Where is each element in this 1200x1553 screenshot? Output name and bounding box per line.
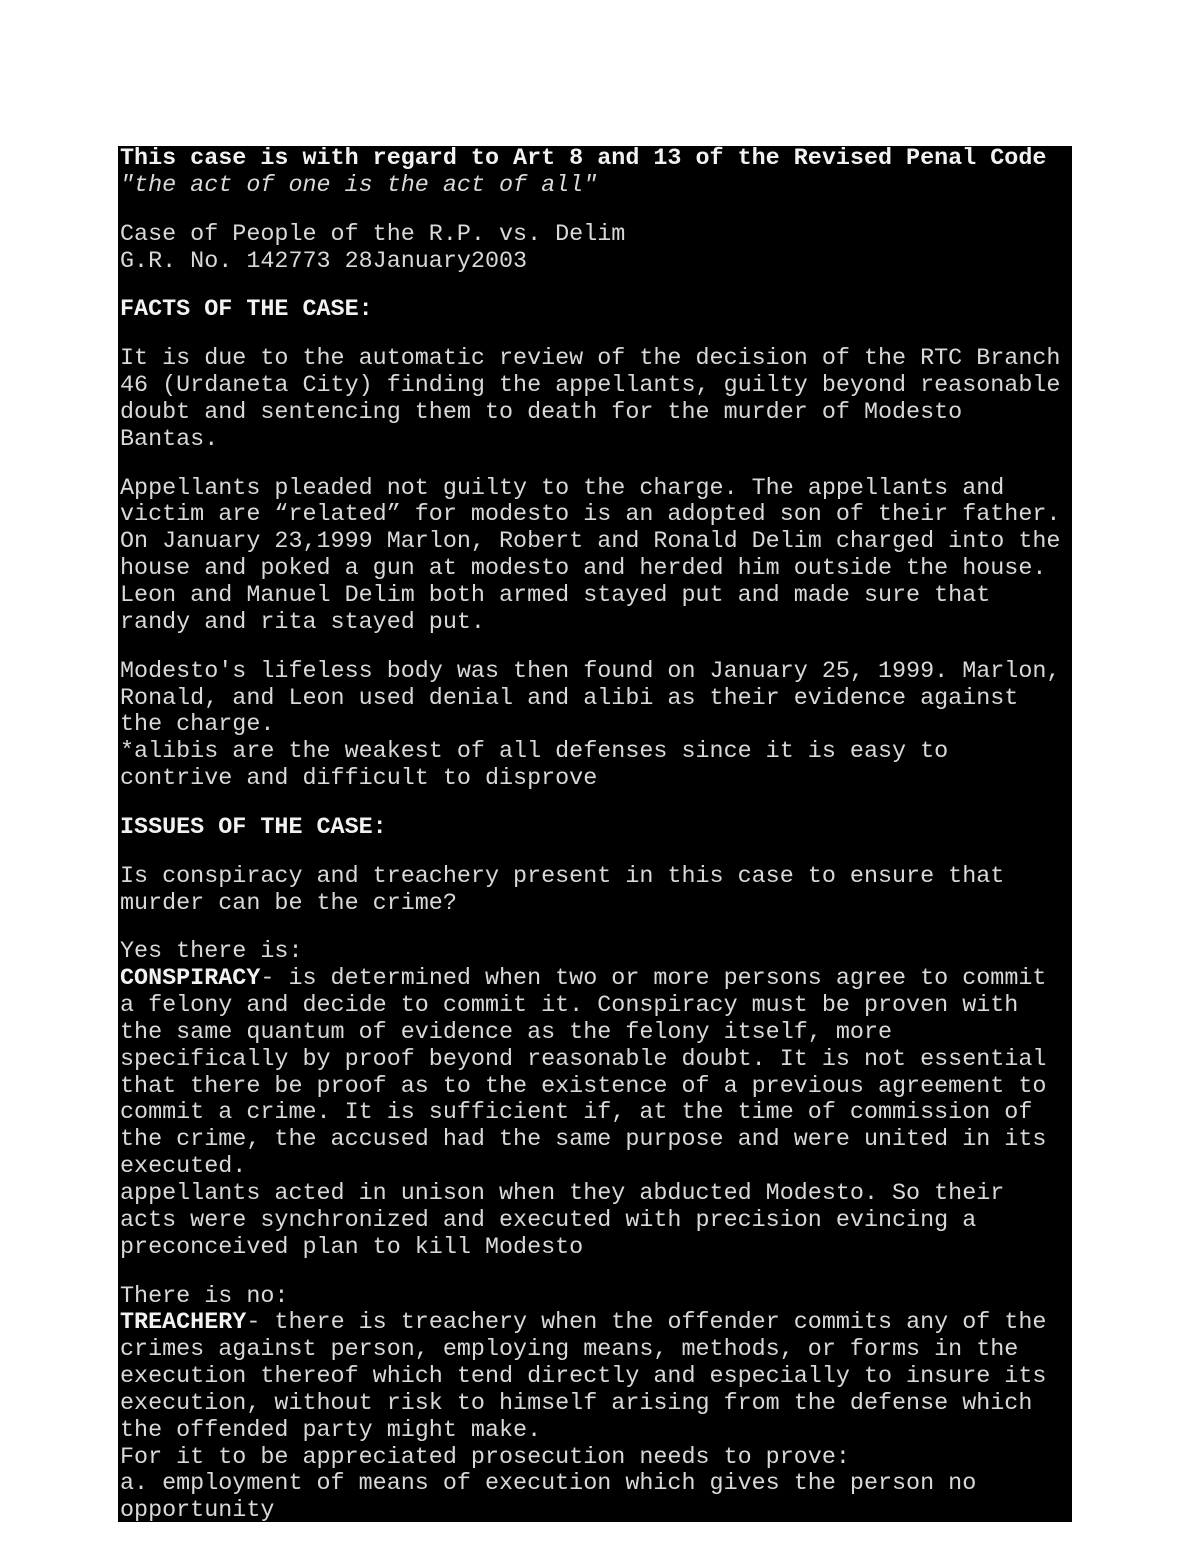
treachery-line: For it to be appreciated prosecution needs to prove: [120, 1444, 850, 1471]
spacer [120, 917, 1072, 939]
facts-line: the charge. [120, 712, 275, 739]
case-number: G.R. No. 142773 28January2003 [120, 248, 528, 275]
conspiracy-line: executed. [120, 1154, 247, 1181]
conspiracy-definition-start: - is determined when two or more persons agree to commit [260, 966, 1047, 993]
conspiracy-line: commit a crime. It is sufficient if, at the time of commission of [120, 1100, 1033, 1127]
conspiracy-line: acts were synchronized and executed with precision evincing a [120, 1207, 977, 1234]
treachery-line: crimes against person, employing means, methods, or forms in the [120, 1337, 1019, 1364]
document-quote: "the act of one is the act of all" [120, 172, 598, 199]
treachery-line: execution thereof which tend directly and especially to insure its [120, 1364, 1047, 1391]
facts-line: house and poked a gun at modesto and herded him outside the house. [120, 556, 1047, 583]
treachery-line: the offended party might make. [120, 1417, 542, 1444]
facts-heading: FACTS OF THE CASE: [120, 297, 373, 324]
conspiracy-line: the same quantum of evidence as the felony itself, more [120, 1019, 893, 1046]
facts-line: Ronald, and Leon used denial and alibi as their evidence against [120, 685, 1019, 712]
spacer [120, 1262, 1072, 1284]
spacer [120, 324, 1072, 346]
conspiracy-line: preconceived plan to kill Modesto [120, 1234, 584, 1261]
spacer [120, 637, 1072, 659]
issue-question: murder can be the crime? [120, 890, 457, 917]
facts-line: victim are “related” for modesto is an adopted son of their father. [120, 502, 1061, 529]
facts-line: doubt and sentencing them to death for the murder of Modesto [120, 399, 963, 426]
facts-line: On January 23,1999 Marlon, Robert and Ronald Delim charged into the [120, 529, 1061, 556]
treachery-definition-first-line [120, 1310, 1072, 1337]
treachery-intro: There is no: [120, 1283, 289, 1310]
treachery-line: opportunity [120, 1498, 275, 1522]
conspiracy-line: that there be proof as to the existence of a previous agreement to [120, 1073, 1047, 1100]
treachery-term: TREACHERY [120, 1310, 247, 1337]
conspiracy-definition-first-line [120, 966, 1072, 993]
conspiracy-line: appellants acted in unison when they abducted Modesto. So their [120, 1181, 1005, 1207]
facts-line: randy and rita stayed put. [120, 609, 485, 636]
treachery-definition-start: - there is treachery when the offender commits any of the [246, 1310, 1047, 1337]
spacer [120, 793, 1072, 815]
spacer [120, 842, 1072, 864]
case-name: Case of People of the R.P. vs. Delim [120, 221, 626, 248]
document-title: This case is with regard to Art 8 and 13 of the Revised Penal Code [120, 146, 1047, 172]
treachery-line: execution, without risk to himself arising from the defense which [120, 1390, 1033, 1417]
conspiracy-line: specifically by proof beyond reasonable doubt. It is not essential [120, 1046, 1047, 1073]
issue-question: Is conspiracy and treachery present in this case to ensure that [120, 863, 1005, 890]
issues-heading: ISSUES OF THE CASE: [120, 814, 387, 841]
alibi-note: contrive and difficult to disprove [120, 766, 598, 793]
facts-line: Modesto's lifeless body was then found on January 25, 1999. Marlon, [120, 658, 1061, 685]
facts-line: 46 (Urdaneta City) finding the appellants, guilty beyond reasonable [120, 373, 1061, 400]
treachery-line: a. employment of means of execution which gives the person no [120, 1471, 977, 1498]
document-page [118, 146, 1072, 1522]
spacer [120, 275, 1072, 297]
alibi-note: *alibis are the weakest of all defenses since it is easy to [120, 739, 949, 766]
conspiracy-term: CONSPIRACY [120, 966, 261, 993]
spacer [120, 454, 1072, 476]
conspiracy-line: a felony and decide to commit it. Conspiracy must be proven with [120, 993, 1019, 1020]
conspiracy-intro: Yes there is: [120, 939, 303, 966]
facts-line: Bantas. [120, 426, 219, 453]
spacer [120, 200, 1072, 222]
conspiracy-line: the crime, the accused had the same purpose and were united in its [120, 1127, 1047, 1154]
facts-line: It is due to the automatic review of the decision of the RTC Branch [120, 346, 1061, 373]
facts-line: Leon and Manuel Delim both armed stayed put and made sure that [120, 582, 991, 609]
facts-line: Appellants pleaded not guilty to the charge. The appellants and [120, 475, 1005, 502]
